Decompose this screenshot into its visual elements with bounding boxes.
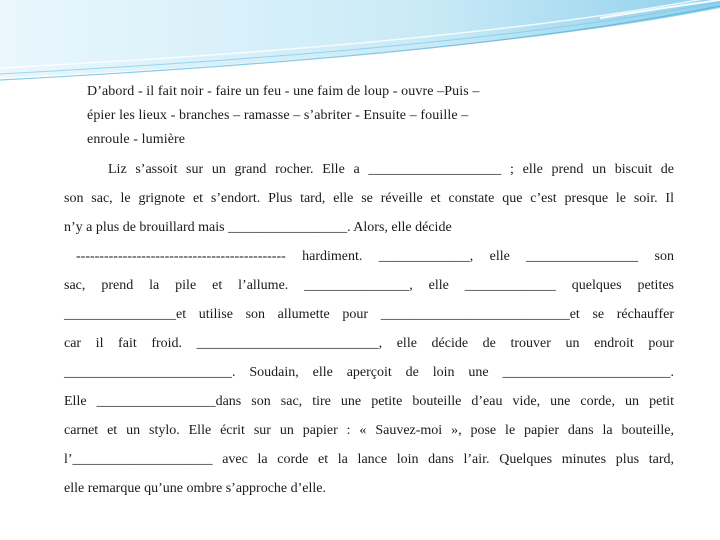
text-line: Liz s’assoit sur un grand rocher. Elle a ___________________ ; elle prend un biscuit de <box>108 162 674 177</box>
text-line: n’y a plus de brouillard mais _________________. Alors, elle décide <box>64 220 452 235</box>
text-line: ________________et utilise son allumette pour ___________________________et se réchauffer <box>64 307 674 322</box>
word-bank <box>87 80 567 152</box>
text-line: carnet et un stylo. Elle écrit sur un papier : « Sauvez-moi », pose le papier dans la bouteille, <box>64 423 674 438</box>
exercise-text <box>64 155 674 503</box>
text-line: sac, prend la pile et l’allume. _______________, elle _____________ quelques petites <box>64 278 674 293</box>
word-bank-line: D’abord - il fait noir - faire un feu - une faim de loup - ouvre –Puis – <box>87 84 480 99</box>
header-wave-decoration <box>0 0 720 90</box>
text-line: elle remarque qu’une ombre s’approche d’elle. <box>64 481 326 496</box>
text-line: son sac, le grignote et s’endort. Plus tard, elle se réveille et constate que c’est presque le soir. Il <box>64 191 674 206</box>
text-line: Elle _________________dans son sac, tire une petite bouteille d’eau vide, une corde, un petit <box>64 394 674 409</box>
text-line: --------------------------------------------- hardiment. _____________, elle ________________ son <box>76 249 674 264</box>
text-line: ________________________. Soudain, elle aperçoit de loin une ________________________. <box>64 365 674 380</box>
text-line: l’____________________ avec la corde et la lance loin dans l’air. Quelques minutes plus tard, <box>64 452 674 467</box>
word-bank-line: épier les lieux - branches – ramasse – s’abriter - Ensuite – fouille – <box>87 108 469 123</box>
word-bank-line: enroule - lumière <box>87 132 186 147</box>
text-line: car il fait froid. __________________________, elle décide de trouver un endroit pour <box>64 336 674 351</box>
